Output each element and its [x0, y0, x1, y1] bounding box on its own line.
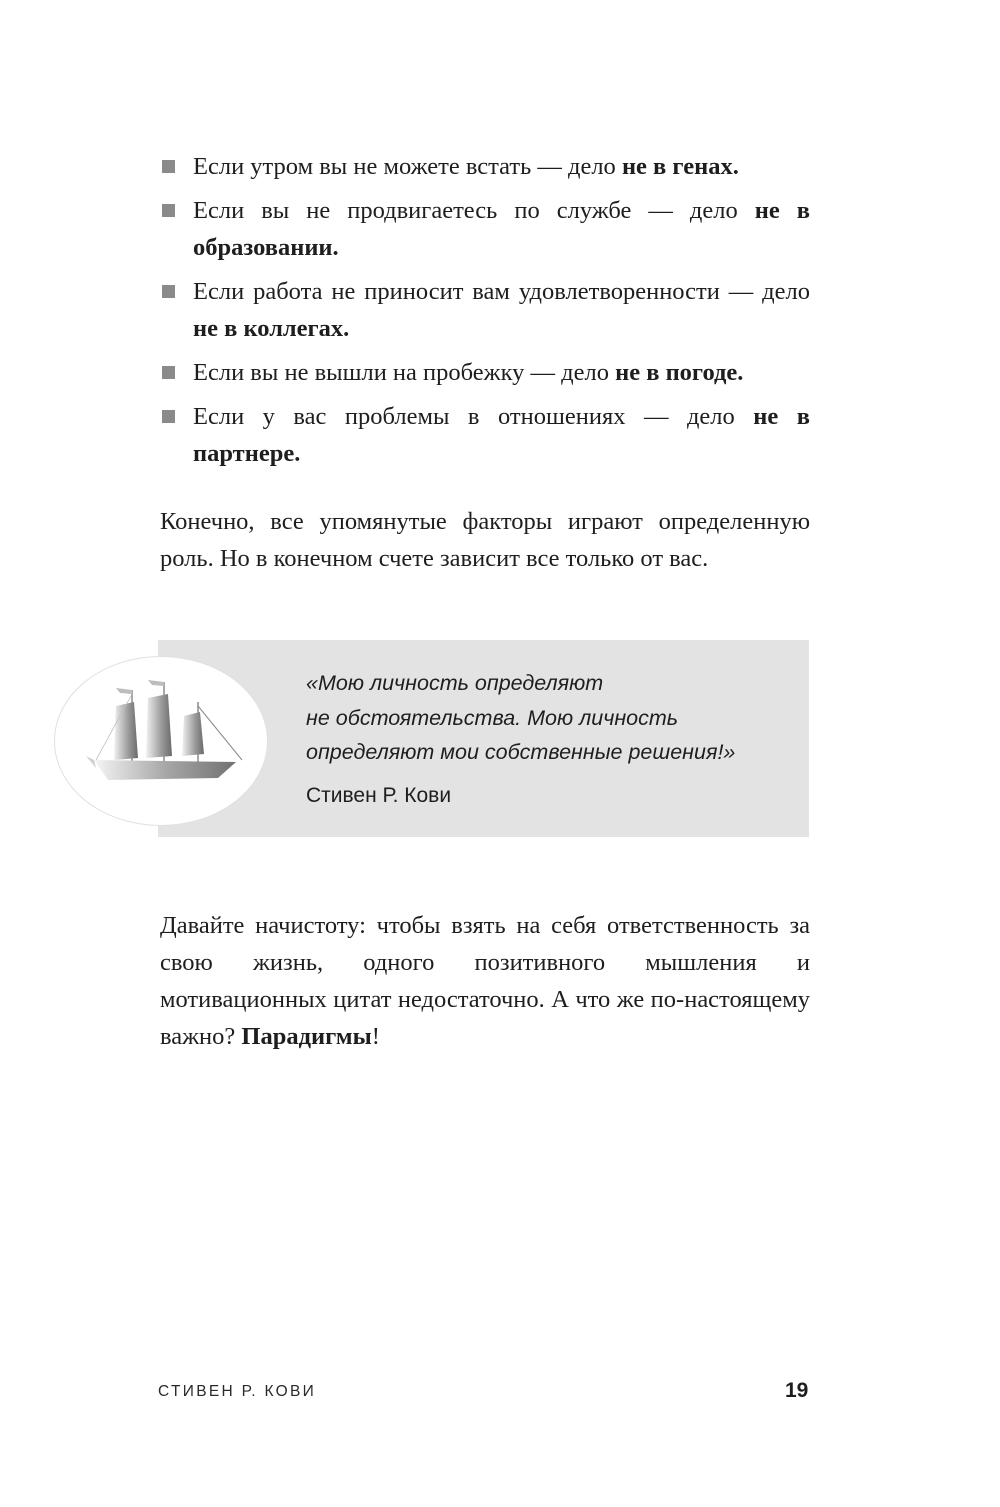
quote-text — [306, 666, 796, 770]
bullet-emphasis: не в коллегах. — [193, 315, 350, 342]
paragraph-emphasis: Парадигмы — [241, 1023, 372, 1050]
quote-line: «Мою личность определяют — [306, 671, 604, 695]
quote-line: не обстоятельства. Мою личность — [306, 705, 679, 730]
bullet-square-icon — [162, 410, 175, 423]
list-item — [160, 273, 810, 347]
sailing-ship-icon — [86, 676, 246, 794]
bullet-text: Если у вас проблемы в отношениях — дело — [193, 403, 754, 430]
list-item — [160, 148, 810, 185]
list-item — [160, 398, 810, 472]
paragraph-end: ! — [371, 1023, 380, 1050]
bullet-list — [160, 148, 810, 479]
paragraph-conclusion: Конечно, все упомянутые факторы играют определенную роль. Но в конечном счете зависит все только от вас. — [160, 508, 810, 572]
paragraph-paradigms — [160, 907, 810, 1055]
running-footer-author: СТИВЕН Р. КОВИ — [158, 1383, 317, 1400]
list-item — [160, 354, 810, 391]
bullet-text: Если вы не вышли на пробежку — дело — [193, 359, 616, 386]
quote-line: определяют мои собственные решения!» — [306, 740, 736, 764]
page-number: 19 — [785, 1379, 809, 1402]
bullet-emphasis: не в образовании. — [193, 197, 810, 261]
paragraph-text: Давайте начистоту: чтобы взять на себя ответственность за свою жизнь, одного позитивного мышления и мотивационных цитат недостаточно. А что же по-настоящему важно? — [160, 912, 810, 1050]
bullet-text: Если утром вы не можете встать — дело — [193, 153, 622, 180]
bullet-emphasis: не в погоде. — [615, 359, 744, 386]
bullet-emphasis: не в генах. — [621, 153, 739, 180]
bullet-square-icon — [162, 204, 175, 217]
bullet-text: Если вы не продвигаетесь по службе — дело — [193, 197, 755, 224]
list-item — [160, 192, 810, 266]
bullet-text: Если работа не приносит вам удовлетворенности — дело — [193, 278, 810, 305]
quote-author: Стивен Р. Кови — [306, 784, 452, 807]
bullet-square-icon — [162, 366, 175, 379]
bullet-square-icon — [162, 160, 175, 173]
bullet-square-icon — [162, 285, 175, 298]
bullet-emphasis: не в партнере. — [193, 403, 810, 467]
